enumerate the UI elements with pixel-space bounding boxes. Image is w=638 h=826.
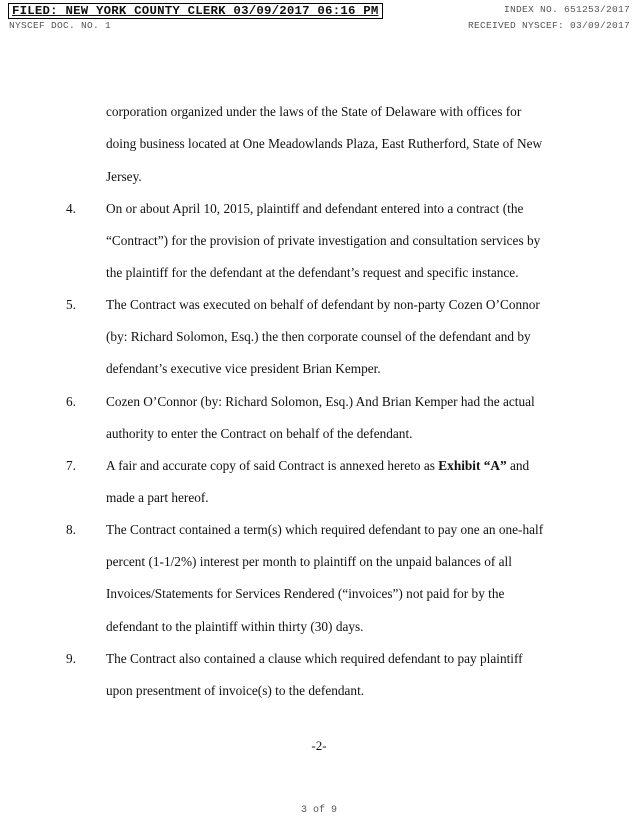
body-line: Invoices/Statements for Services Rendered (“invoices”) not paid for by the: [106, 586, 505, 601]
paragraph-number: 8.: [66, 522, 76, 537]
paragraph-number: 4.: [66, 201, 76, 216]
body-line: [106, 458, 529, 474]
page-count: 3 of 9: [300, 805, 337, 816]
body-line: The Contract also contained a clause which required defendant to pay plaintiff: [106, 651, 523, 666]
exhibit-reference: Exhibit “A”: [438, 458, 507, 473]
body-line: defendant’s executive vice president Brian Kemper.: [106, 361, 381, 376]
paragraph-number: 5.: [66, 297, 76, 312]
body-line: the plaintiff for the defendant at the defendant’s request and specific instance.: [106, 265, 519, 280]
body-text-segment: and: [506, 458, 530, 473]
body-line: upon presentment of invoice(s) to the defendant.: [106, 683, 365, 698]
body-line: defendant to the plaintiff within thirty (30) days.: [106, 619, 364, 634]
body-line: The Contract was executed on behalf of defendant by non-party Cozen O’Connor: [106, 297, 540, 312]
body-line: Jersey.: [106, 169, 142, 184]
body-line: percent (1-1/2%) interest per month to plaintiff on the unpaid balances of all: [106, 554, 512, 569]
body-line: authority to enter the Contract on behalf of the defendant.: [106, 426, 413, 441]
body-line: doing business located at One Meadowlands Plaza, East Rutherford, State of New: [106, 136, 543, 151]
body-line: (by: Richard Solomon, Esq.) the then corporate counsel of the defendant and by: [106, 329, 531, 344]
paragraph-number: 7.: [66, 458, 76, 473]
body-line: made a part hereof.: [106, 490, 209, 505]
paragraph-number: 9.: [66, 651, 76, 666]
body-line: On or about April 10, 2015, plaintiff and defendant entered into a contract (the: [106, 201, 524, 216]
index-number: INDEX NO. 651253/2017: [503, 4, 630, 15]
nyscef-doc-number: NYSCEF DOC. NO. 1: [9, 20, 112, 31]
body-line: corporation organized under the laws of the State of Delaware with offices for: [106, 104, 522, 119]
received-date: RECEIVED NYSCEF: 03/09/2017: [467, 20, 630, 31]
body-line: “Contract”) for the provision of private investigation and consultation services by: [106, 233, 541, 248]
filed-stamp: FILED: NEW YORK COUNTY CLERK 03/09/2017 06:16 PM: [8, 3, 383, 19]
paragraph-number: 6.: [66, 394, 76, 409]
body-line: The Contract contained a term(s) which required defendant to pay one an one-half: [106, 522, 544, 537]
body-line: Cozen O’Connor (by: Richard Solomon, Esq.) And Brian Kemper had the actual: [106, 394, 535, 409]
page-number: -2-: [311, 738, 327, 753]
body-text-segment: A fair and accurate copy of said Contract is annexed hereto as: [106, 458, 439, 473]
